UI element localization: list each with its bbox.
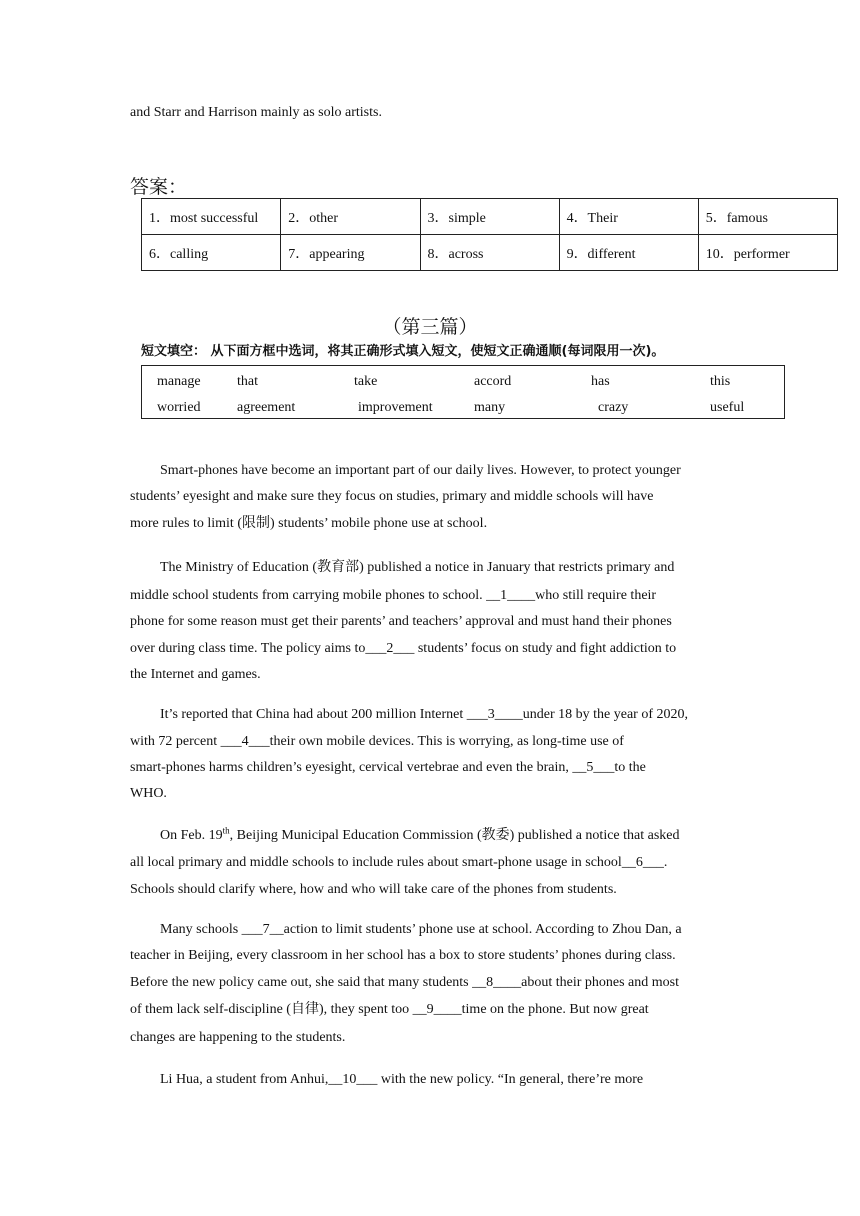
passage-line: Before the new policy came out, she said that many students __8____about their phones and most: [130, 975, 679, 990]
passage-line: of them lack self-discipline (自律), they spent too __9____time on the phone. But now great: [130, 1002, 649, 1017]
answer-cell: 6．calling: [142, 235, 281, 271]
word-bank-item: that: [237, 374, 258, 389]
word-bank-item: accord: [474, 374, 512, 389]
answer-cell: 7．appearing: [281, 235, 420, 271]
word-bank: [141, 365, 785, 419]
answer-cell: 8．across: [420, 235, 559, 271]
passage-line: all local primary and middle schools to include rules about smart-phone usage in school__6___.: [130, 855, 668, 870]
word-bank-item: this: [710, 374, 731, 389]
passage-line: WHO.: [130, 786, 167, 801]
passage-line: Many schools ___7__action to limit students’ phone use at school. According to Zhou Dan, a: [160, 922, 682, 937]
passage-line: phone for some reason must get their parents’ and teachers’ approval and must hand their phones: [130, 614, 672, 629]
intro-line: and Starr and Harrison mainly as solo artists.: [130, 105, 382, 120]
table-row: [142, 199, 838, 235]
table-row: [142, 235, 838, 271]
answer-cell: 3．simple: [420, 199, 559, 235]
word-bank-item: has: [591, 374, 610, 389]
word-bank-item: worried: [157, 400, 201, 415]
passage-line: the Internet and games.: [130, 667, 261, 682]
passage-line: Li Hua, a student from Anhui,__10___ with the new policy. “In general, there’re more: [160, 1072, 644, 1087]
passage-line: teacher in Beijing, every classroom in her school has a box to store students’ phones during class.: [130, 948, 676, 963]
section-title: （第三篇）: [382, 317, 478, 338]
answer-cell: 2．other: [281, 199, 420, 235]
word-bank-item: agreement: [237, 400, 296, 415]
passage-line: Smart-phones have become an important part of our daily lives. However, to protect younger: [160, 463, 681, 478]
instruction: 短文填空： 从下面方框中选词，将其正确形式填入短文，使短文正确通顺(每词限用一次)。: [141, 344, 665, 359]
word-bank-item: take: [354, 374, 378, 389]
answer-table: [141, 198, 838, 271]
passage-fragment: On Feb. 19: [160, 828, 223, 843]
answer-heading: 答案：: [130, 177, 188, 198]
passage-line: students’ eyesight and make sure they focus on studies, primary and middle schools will have: [130, 489, 654, 504]
answer-cell: 9．different: [559, 235, 698, 271]
passage-line: [160, 827, 680, 845]
answer-cell: 4．Their: [559, 199, 698, 235]
passage-line: over during class time. The policy aims to___2___ students’ focus on study and fight addiction to: [130, 641, 677, 656]
word-bank-item: many: [474, 400, 506, 415]
passage-line: The Ministry of Education (教育部) published a notice in January that restricts primary and: [160, 560, 675, 575]
answer-cell: 5．famous: [698, 199, 837, 235]
word-bank-item: manage: [157, 374, 201, 389]
passage-line: It’s reported that China had about 200 million Internet ___3____under 18 by the year of 2020,: [160, 707, 688, 722]
word-bank-item: improvement: [358, 400, 433, 415]
passage-line: more rules to limit (限制) students’ mobile phone use at school.: [130, 516, 488, 531]
passage-line: middle school students from carrying mobile phones to school. __1____who still require their: [130, 588, 657, 603]
superscript: th: [222, 825, 230, 836]
word-bank-item: useful: [710, 400, 745, 415]
passage-line: with 72 percent ___4___their own mobile devices. This is worrying, as long-time use of: [130, 734, 624, 749]
passage-line: smart-phones harms children’s eyesight, cervical vertebrae and even the brain, __5___to the: [130, 760, 646, 775]
answer-cell: 10．performer: [698, 235, 837, 271]
passage-line: Schools should clarify where, how and who will take care of the phones from students.: [130, 882, 617, 897]
answer-cell: 1．most successful: [142, 199, 281, 235]
passage-line: changes are happening to the students.: [130, 1030, 346, 1045]
passage-fragment: , Beijing Municipal Education Commission (教委) published a notice that asked: [229, 828, 680, 843]
word-bank-item: crazy: [598, 400, 629, 415]
